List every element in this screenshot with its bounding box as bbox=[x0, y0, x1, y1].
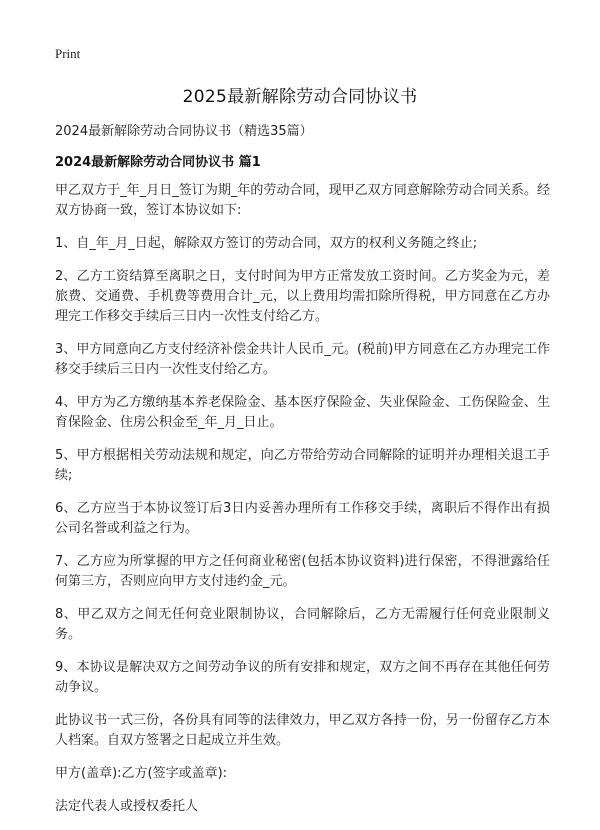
paragraph-clause-6: 6、乙方应当于本协议签订后3日内妥善办理所有工作移交手续，离职后不得作出有损公司名誉或利益之行为。 bbox=[55, 501, 550, 536]
paragraph-clause-3: 3、甲方同意向乙方支付经济补偿金共计人民币_元。(税前)甲方同意在乙方办理完工作移交手续后三日内一次性支付给乙方。 bbox=[55, 342, 550, 377]
signature-line-representative: 法定代表人或授权委托人 bbox=[55, 799, 199, 814]
document-body bbox=[55, 181, 550, 830]
paragraph-intro: 甲乙双方于_年_月日_签订为期_年的劳动合同，现甲乙双方同意解除劳动合同关系。经双方协商一致，签订本协议如下: bbox=[55, 183, 550, 218]
paragraph-clause-1: 1、自_年_月_日起，解除双方签订的劳动合同，双方的权利义务随之终止; bbox=[55, 236, 478, 251]
paragraph-clause-5: 5、甲方根据相关劳动法规和规定，向乙方带给劳动合同解除的证明并办理相关退工手续; bbox=[55, 448, 550, 483]
section-heading: 2024最新解除劳动合同协议书 篇1 bbox=[55, 155, 261, 170]
document-subtitle: 2024最新解除劳动合同协议书（精选35篇） bbox=[55, 124, 313, 139]
paragraph-clause-2: 2、乙方工资结算至离职之日，支付时间为甲方正常发放工资时间。乙方奖金为元，差旅费、交通费、手机费等费用合计_元，以上费用均需扣除所得税，甲方同意在乙方办理完工作移交手续后三日内一次性支付给乙方。 bbox=[55, 269, 550, 324]
paragraph-clause-9: 9、本协议是解决双方之间劳动争议的所有安排和规定，双方之间不再存在其他任何劳动争议。 bbox=[55, 660, 550, 695]
paragraph-clause-8: 8、甲乙双方之间无任何竞业限制协议，合同解除后，乙方无需履行任何竞业限制义务。 bbox=[55, 607, 550, 642]
paragraph-clause-4: 4、甲方为乙方缴纳基本养老保险金、基本医疗保险金、失业保险金、工伤保险金、生育保险金、住房公积金至_年_月_日止。 bbox=[55, 395, 550, 430]
signature-line-parties: 甲方(盖章):乙方(签字或盖章): bbox=[55, 766, 228, 781]
print-link[interactable]: Print bbox=[55, 46, 81, 61]
paragraph-closing: 此协议书一式三份，各份具有同等的法律效力，甲乙双方各持一份，另一份留存乙方本人档案。自双方签署之日起成立并生效。 bbox=[55, 713, 550, 748]
page-title: 2025最新解除劳动合同协议书 bbox=[182, 87, 418, 107]
paragraph-clause-7: 7、乙方应为所掌握的甲方之任何商业秘密(包括本协议资料)进行保密，不得泄露给任何第三方，否则应向甲方支付违约金_元。 bbox=[55, 554, 550, 589]
